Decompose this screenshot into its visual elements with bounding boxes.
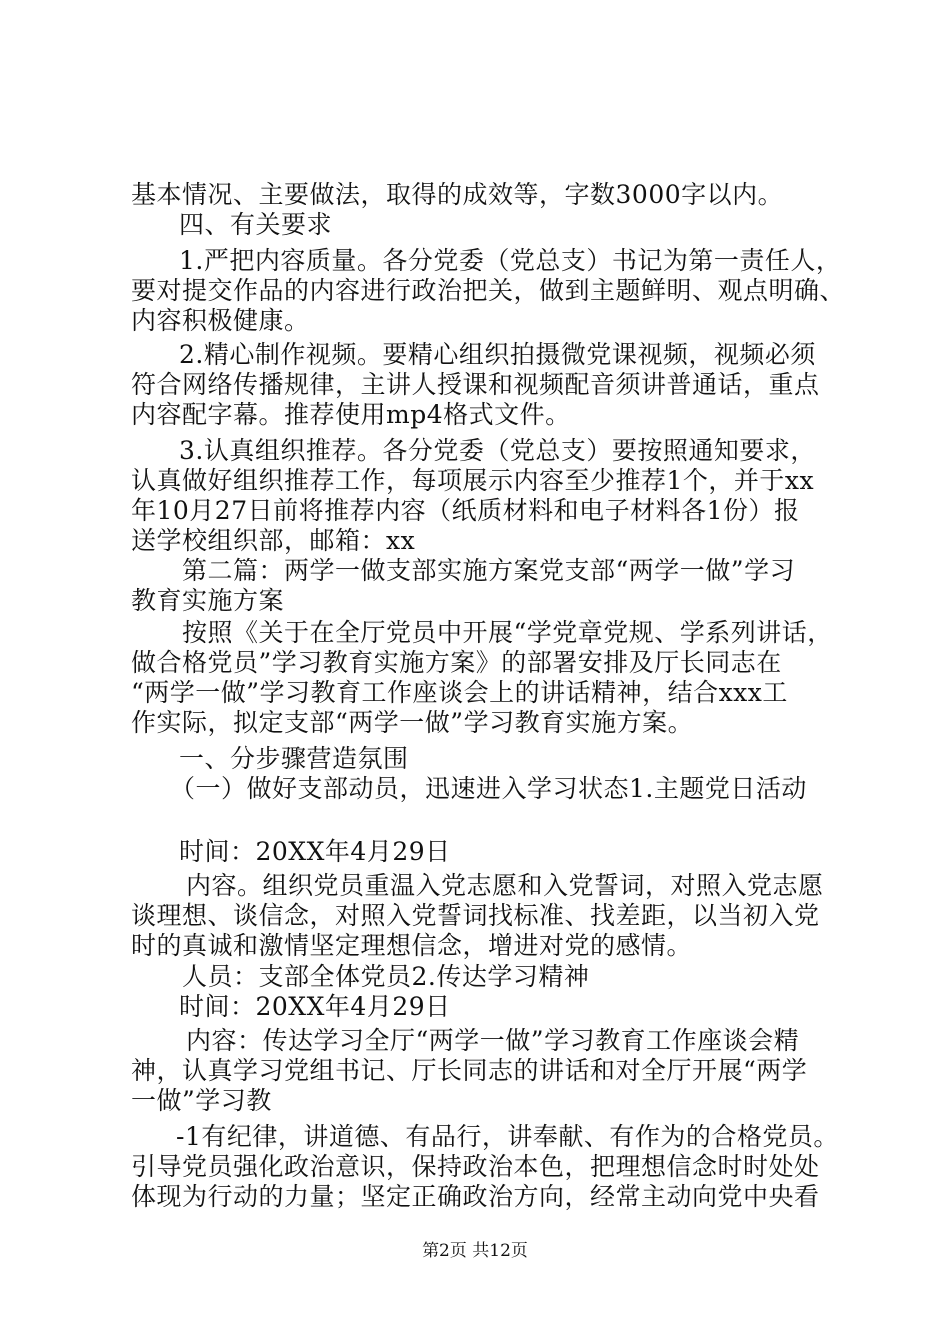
text-line: 时间：20XX年4月29日	[179, 992, 451, 1021]
text-line: 人员：支部全体党员2.传达学习精神	[182, 962, 590, 991]
section-heading: 一、分步骤营造氛围	[179, 744, 409, 773]
page-number: 第2页 共12页	[422, 1241, 528, 1261]
text-line: 1.严把内容质量。各分党委（党总支）书记为第一责任人，	[179, 246, 842, 275]
text-line: 内容积极健康。	[131, 306, 310, 335]
text-line: 时间：20XX年4月29日	[179, 837, 451, 866]
chapter-title: 教育实施方案	[131, 586, 285, 615]
text-line: 体现为行动的力量；坚定正确政治方向，经常主动向党中央看	[131, 1182, 820, 1211]
text-line: 做合格党员”学习教育实施方案》的部署安排及厅长同志在	[131, 648, 782, 677]
text-line: 要对提交作品的内容进行政治把关，做到主题鲜明、观点明确、	[131, 276, 846, 305]
text-line: 按照《关于在全厅党员中开展“学党章党规、学系列讲话，	[182, 618, 833, 647]
text-line: “两学一做”学习教育工作座谈会上的讲话精神，结合xxx工	[131, 678, 788, 707]
text-line: 作实际，拟定支部“两学一做”学习教育实施方案。	[131, 708, 694, 737]
text-line: 谈理想、谈信念，对照入党誓词找标准、找差距，以当初入党	[131, 901, 820, 930]
text-line: 内容配字幕。推荐使用mp4格式文件。	[131, 400, 571, 429]
text-line: 3.认真组织推荐。各分党委（党总支）要按照通知要求，	[179, 436, 816, 465]
text-line: 引导党员强化政治意识，保持政治本色，把理想信念时时处处	[131, 1152, 820, 1181]
text-line: 神，认真学习党组书记、厅长同志的讲话和对全厅开展“两学	[131, 1056, 808, 1085]
text-line: 内容：传达学习全厅“两学一做”学习教育工作座谈会精	[186, 1026, 800, 1055]
text-line: 一做”学习教	[131, 1086, 272, 1115]
subsection-heading: （一）做好支部动员，迅速进入学习状态1.主题党日活动	[170, 774, 807, 803]
text-line: 符合网络传播规律，主讲人授课和视频配音须讲普通话，重点	[131, 370, 820, 399]
section-heading: 四、有关要求	[179, 210, 333, 239]
text-line: 基本情况、主要做法，取得的成效等，字数3000字以内。	[131, 180, 784, 209]
text-line: 2.精心制作视频。要精心组织拍摄微党课视频，视频必须	[179, 340, 816, 369]
text-line: 时的真诚和激情坚定理想信念，增进对党的感情。	[131, 931, 693, 960]
text-line: -1有纪律，讲道德、有品行，讲奉献、有作为的合格党员。	[176, 1122, 839, 1151]
text-line: 年10月27日前将推荐内容（纸质材料和电子材料各1份）报	[131, 496, 800, 525]
text-line: 认真做好组织推荐工作，每项展示内容至少推荐1个，并于xx	[131, 466, 815, 495]
text-line: 送学校组织部，邮箱：xx	[131, 526, 416, 555]
text-line: 内容。组织党员重温入党志愿和入党誓词，对照入党志愿	[186, 871, 824, 900]
chapter-title: 第二篇：两学一做支部实施方案党支部“两学一做”学习	[182, 556, 796, 585]
